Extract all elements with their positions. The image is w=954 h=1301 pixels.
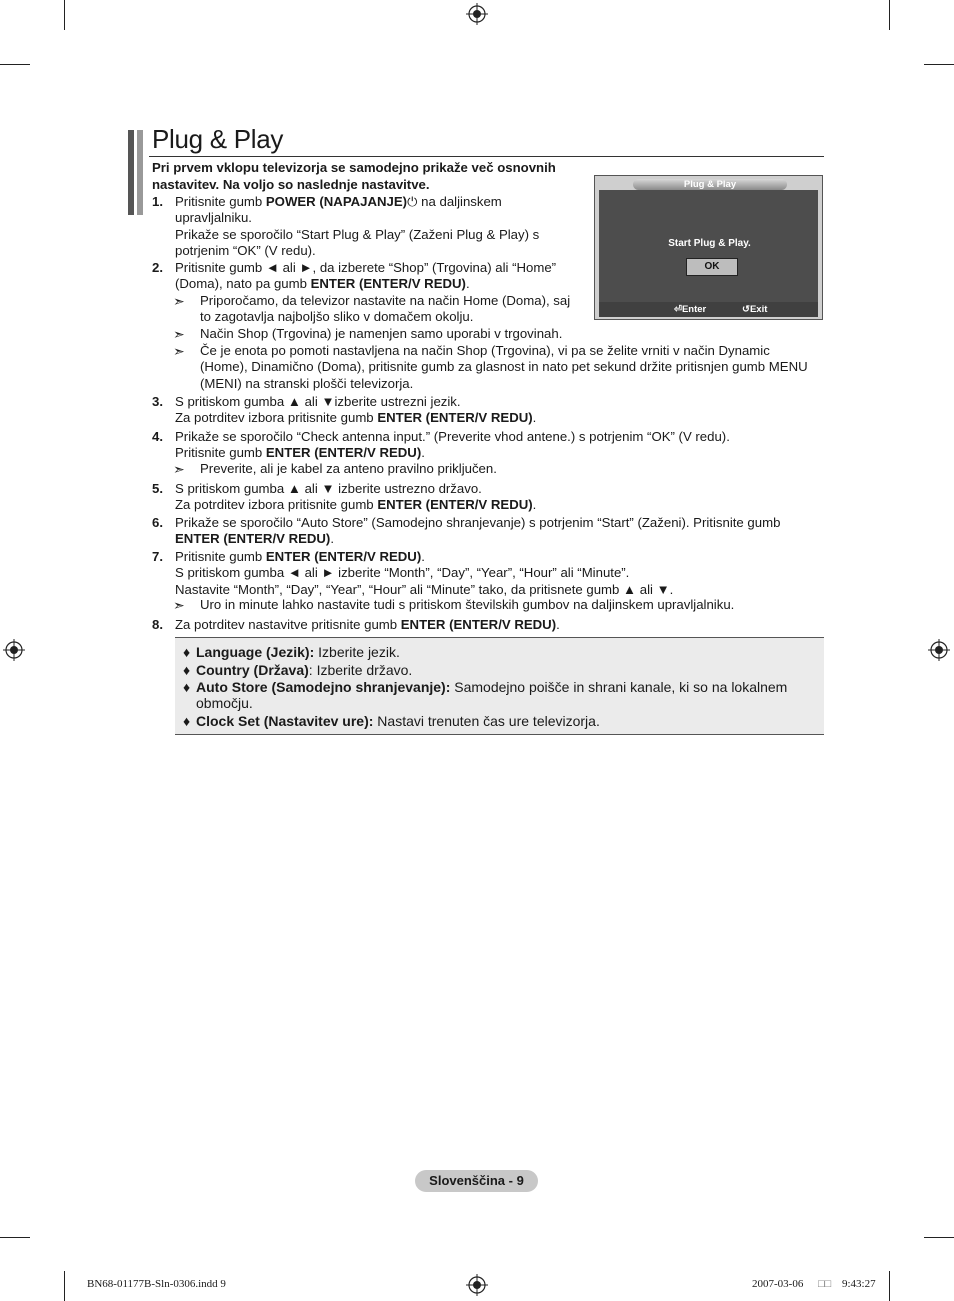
note-arrow-icon: ➣ — [173, 461, 185, 477]
print-file-info: BN68-01177B-Sln-0306.indd 9 — [87, 1278, 226, 1290]
crop-mark — [889, 1271, 890, 1301]
summary-item: ♦ Clock Set (Nastavitev ure): Nastavi trenuten čas ure televizorja. — [183, 713, 600, 729]
tv-screen-header: Plug & Play — [633, 179, 787, 190]
diamond-icon: ♦ — [183, 713, 191, 729]
note-text: Uro in minute lahko nastavite tudi s pritiskom številskih gumbov na daljinskem upravljalniku. — [200, 597, 735, 612]
diamond-icon: ♦ — [183, 644, 191, 660]
note-text: Če je enota po pomoti nastavljena na način Shop (Trgovina), vi pa se želite vrniti v način Dynamic (Home), Dinamično (Doma), pritisnite gumb za glasnost in nato pet sekund držite pritisnjen gumb MENU (MENI) na stranski plošči televizorja. — [200, 343, 808, 391]
page-title: Plug & Play — [152, 124, 284, 154]
tv-ok-button: OK — [686, 258, 738, 276]
tv-screen-footer — [599, 302, 818, 317]
step-number: 4. — [152, 429, 163, 444]
note-text: Priporočamo, da televizor nastavite na način Home (Doma), saj to zagotavlja najboljšo sliko v domačem okolju. — [200, 293, 571, 325]
registration-mark-icon — [928, 639, 950, 661]
crop-mark — [0, 64, 30, 65]
step-number: 7. — [152, 549, 163, 564]
step-text: Pritisnite gumb POWER (NAPAJANJE)⏻ na daljinskem upravljalniku. Prikaže se sporočilo “Start Plug & Play” (Zaženi Plug & Play) s potrjenim “OK” (V redu). — [175, 194, 540, 258]
registration-mark-icon — [466, 1274, 488, 1296]
print-time: 9:43:27 — [842, 1278, 876, 1290]
crop-mark — [924, 64, 954, 65]
intro-text: Pri prvem vklopu televizorja se samodejno prikaže več osnovnih nastavitev. Na voljo so naslednje nastavitve. — [152, 160, 556, 192]
crop-mark — [924, 1237, 954, 1238]
title-accent-bar — [128, 130, 134, 215]
print-glyphs: □□ — [818, 1278, 832, 1290]
step-number: 3. — [152, 394, 163, 409]
step-text: S pritiskom gumba ▲ ali ▼izberite ustrezni jezik. Za potrditev izbora pritisnite gumb ENTER (ENTER/V REDU). — [175, 394, 537, 426]
step-number: 2. — [152, 260, 163, 275]
step-number: 1. — [152, 194, 163, 209]
note-text: Preverite, ali je kabel za anteno pravilno priključen. — [200, 461, 497, 476]
return-icon: ↺ — [742, 304, 750, 315]
tv-enter-hint: ⏎Enter — [674, 304, 707, 315]
tv-screen-illustration — [594, 175, 823, 320]
summary-item: ♦ Country (Država): Izberite državo. — [183, 662, 413, 678]
tv-exit-hint: ↺Exit — [742, 304, 768, 315]
step-text: Pritisnite gumb ◄ ali ►, da izberete “Shop” (Trgovina) ali “Home” (Doma), nato pa gumb ENTER (ENTER/V REDU). — [175, 260, 557, 292]
step-text: S pritiskom gumba ▲ ali ▼ izberite ustrezno državo. Za potrditev izbora pritisnite gumb ENTER (ENTER/V REDU). — [175, 481, 537, 513]
step-text: Za potrditev nastavitve pritisnite gumb ENTER (ENTER/V REDU). — [175, 617, 560, 632]
summary-box — [175, 637, 824, 735]
summary-item: ♦ Language (Jezik): Izberite jezik. — [183, 644, 400, 660]
page-number-badge: Slovenščina - 9 — [415, 1170, 538, 1192]
crop-mark — [64, 1271, 65, 1301]
step-text: Pritisnite gumb ENTER (ENTER/V REDU). S pritiskom gumba ◄ ali ► izberite “Month”, “Day”, “Year”, “Hour” ali “Minute”. Nastavite “Month”, “Day”, “Year”, “Hour” ali “Minute” tako, da pritisnete gumb ▲ ali ▼. — [175, 549, 674, 597]
crop-mark — [889, 0, 890, 30]
diamond-icon: ♦ — [183, 679, 191, 695]
summary-item-continued: območju. — [196, 695, 253, 711]
tv-screen-body — [599, 190, 818, 316]
diamond-icon: ♦ — [183, 662, 191, 678]
note-arrow-icon: ➣ — [173, 293, 185, 309]
tv-screen-message: Start Plug & Play. — [668, 238, 751, 249]
title-divider — [149, 156, 824, 157]
step-number: 5. — [152, 481, 163, 496]
note-text: Način Shop (Trgovina) je namenjen samo uporabi v trgovinah. — [200, 326, 563, 341]
registration-mark-icon — [3, 639, 25, 661]
enter-icon: ⏎ — [674, 304, 682, 315]
summary-item: ♦ Auto Store (Samodejno shranjevanje): Samodejno poišče in shrani kanale, ki so na lokalnem — [183, 679, 788, 695]
note-arrow-icon: ➣ — [173, 597, 185, 613]
registration-mark-icon — [466, 3, 488, 25]
title-accent-bar — [137, 130, 143, 215]
step-text: Prikaže se sporočilo “Check antenna input.” (Preverite vhod antene.) s potrjenim “OK” (V redu). Pritisnite gumb ENTER (ENTER/V REDU). — [175, 429, 730, 461]
crop-mark — [64, 0, 65, 30]
note-arrow-icon: ➣ — [173, 343, 185, 359]
step-text: Prikaže se sporočilo “Auto Store” (Samodejno shranjevanje) s potrjenim “Start” (Zaženi). Pritisnite gumb ENTER (ENTER/V REDU). — [175, 515, 781, 547]
step-number: 6. — [152, 515, 163, 530]
note-arrow-icon: ➣ — [173, 326, 185, 342]
step-number: 8. — [152, 617, 163, 632]
print-date: 2007-03-06 — [752, 1278, 804, 1290]
crop-mark — [0, 1237, 30, 1238]
